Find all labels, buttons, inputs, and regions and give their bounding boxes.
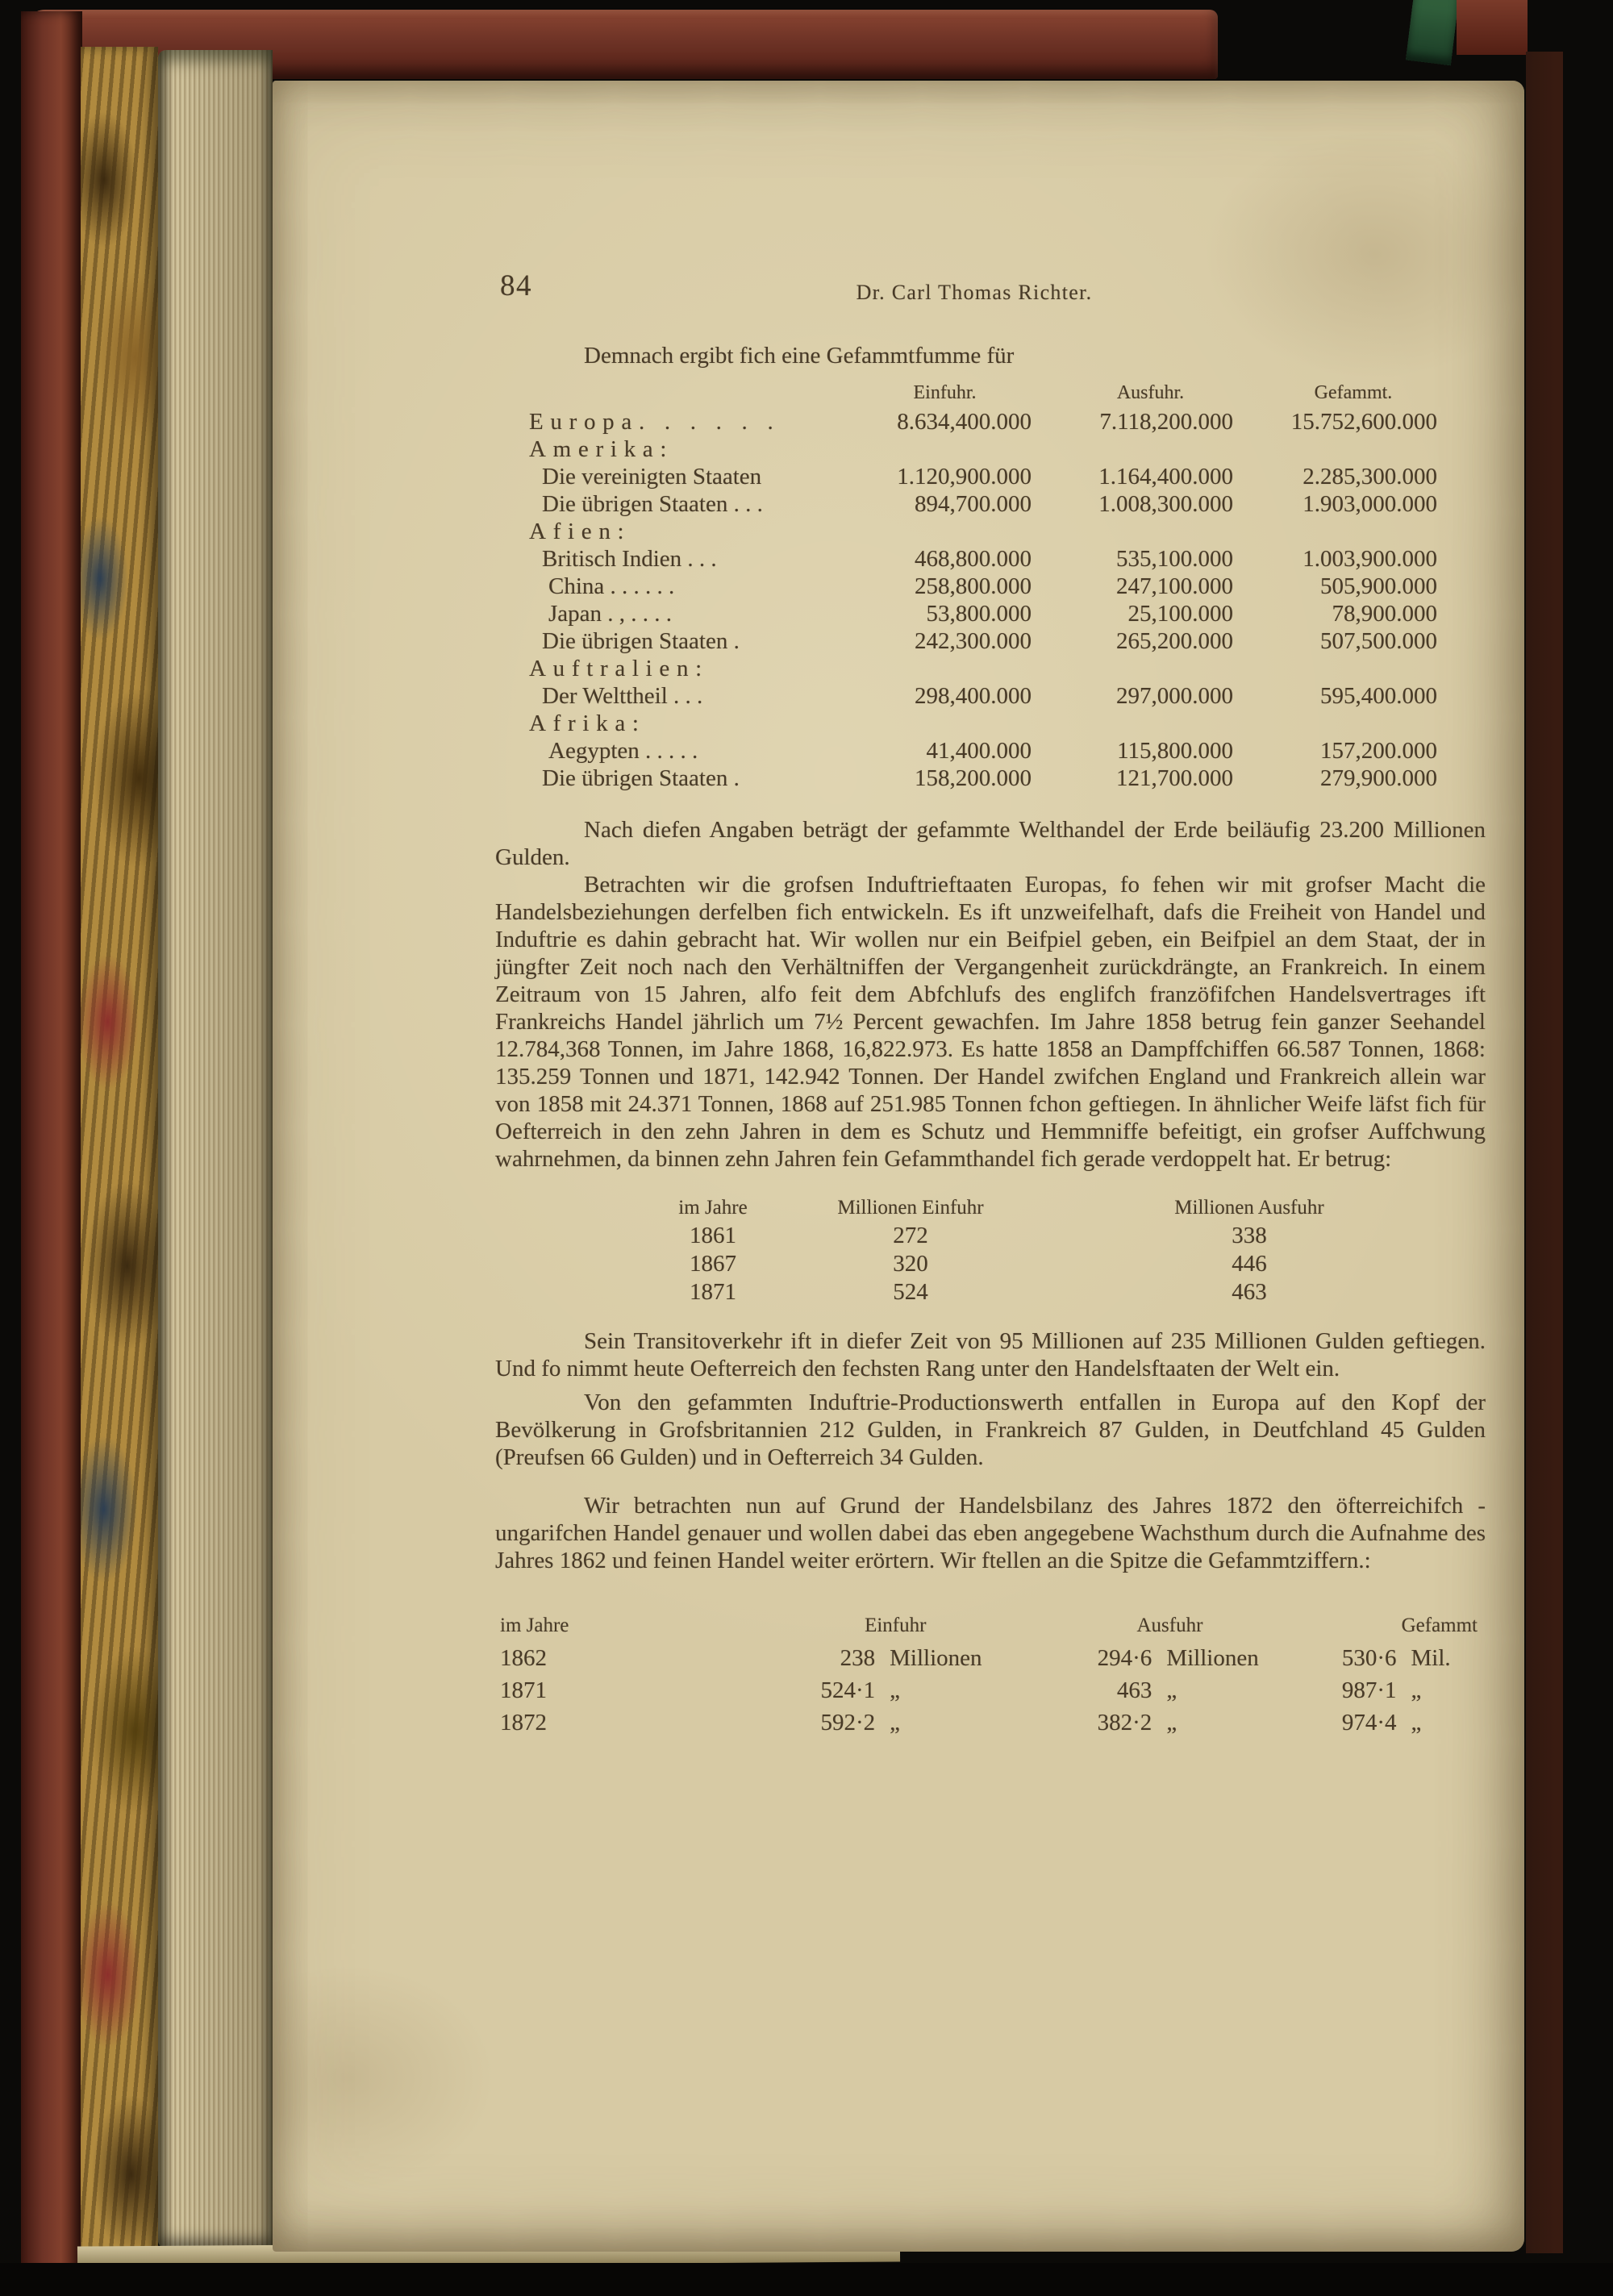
marbled-endpaper <box>81 47 158 2263</box>
trade-table-header <box>495 381 1486 405</box>
cell-ausfuhr: 338 <box>1232 1223 1267 1248</box>
col-header-mill-ausfuhr: Millionen Ausfuhr <box>1174 1197 1324 1219</box>
cell-ausfuhr: 1.008,300.000 <box>1098 491 1233 517</box>
cell-label: Der Welttheil . . . <box>542 683 703 709</box>
cell-ausfuhr: 463 <box>1232 1279 1267 1305</box>
cell-label: Aegypten . . . . . <box>548 738 698 764</box>
intro-line: Demnach ergibt fich eine Gefammtfumme für <box>584 343 1015 369</box>
cell-einfuhr: 158,200.000 <box>915 765 1032 791</box>
cell-label: Japan . , . . . . <box>548 601 673 627</box>
cell-einfuhr: 468,800.000 <box>915 546 1032 572</box>
cell-jahr: 1861 <box>690 1223 736 1248</box>
table-row <box>495 1674 1486 1706</box>
cell-gesammt: 974·4 „ <box>1341 1710 1422 1736</box>
book-cover-corner <box>1457 0 1528 55</box>
cell-ausfuhr: 1.164,400.000 <box>1098 464 1233 490</box>
cell-label: Afien: <box>529 519 631 544</box>
paragraph-1: Nach diefen Angaben beträgt der gefammte Welthandel der Erde beiläufig 23.200 Millionen Gulden. <box>495 817 1486 870</box>
cell-label: Die vereinigten Staaten <box>542 464 762 490</box>
table-row <box>495 1706 1486 1739</box>
col-header-gesammt: Gefammt <box>1401 1615 1478 1636</box>
cell-einfuhr: 524·1 „ <box>820 1677 900 1703</box>
running-header: Dr. Carl Thomas Richter. <box>856 281 1093 304</box>
book-cover-spine <box>21 11 82 2277</box>
growth-table <box>495 1194 1486 1306</box>
table-row <box>495 545 1486 573</box>
cell-einfuhr: 298,400.000 <box>915 683 1032 709</box>
cell-jahr: 1867 <box>690 1251 736 1277</box>
col-header-jahr: im Jahre <box>500 1615 569 1636</box>
cell-gesammt: 505,900.000 <box>1320 573 1437 599</box>
cell-ausfuhr: 294·6 Millionen <box>1097 1645 1259 1671</box>
col-header-mill-einfuhr: Millionen Einfuhr <box>837 1197 984 1219</box>
col-header-ausfuhr: Ausfuhr. <box>1116 382 1185 403</box>
cell-gesammt: 1.903,000.000 <box>1302 491 1437 517</box>
cell-einfuhr: 41,400.000 <box>926 738 1032 764</box>
cell-label: Die übrigen Staaten . <box>542 765 740 791</box>
cell-label: Die übrigen Staaten . <box>542 628 740 654</box>
table-row <box>495 710 1486 737</box>
book-page <box>273 81 1524 2252</box>
cell-gesammt: 78,900.000 <box>1332 601 1437 627</box>
table-row <box>495 435 1486 463</box>
table-row <box>495 655 1486 682</box>
cell-ausfuhr: 446 <box>1232 1251 1267 1277</box>
cell-ausfuhr: 7.118,200.000 <box>1099 409 1233 435</box>
cell-label: Afrika: <box>529 710 646 736</box>
cell-label: Amerika: <box>529 436 674 462</box>
cell-einfuhr: 258,800.000 <box>915 573 1032 599</box>
page-header <box>495 269 1486 315</box>
table-row <box>495 518 1486 545</box>
cell-gesammt: 2.285,300.000 <box>1302 464 1437 490</box>
table-row <box>495 1222 1486 1250</box>
cell-jahr: 1871 <box>500 1677 547 1703</box>
table-row <box>495 627 1486 655</box>
cell-ausfuhr: 297,000.000 <box>1116 683 1233 709</box>
cell-gesammt: 595,400.000 <box>1320 683 1437 709</box>
cell-ausfuhr: 121,700.000 <box>1116 765 1233 791</box>
cell-jahr: 1862 <box>500 1645 547 1671</box>
page-edge-stack <box>158 50 273 2248</box>
cell-label: Auftralien: <box>529 656 709 681</box>
paragraph-2: Betrachten wir die grofsen Induftrieftaaten Europas, fo fehen wir mit grofser Macht die Handelsbeziehungen derfelben fich entwickeln. Es ift unzweifelhaft, dafs die Freiheit von Handel und Induftrie es dahin gebracht hat. Wir wollen nur ein Beifpiel geben, ein Beifpiel an dem Staat, der in jüngfter Zeit noch nach den Verhältniffen der Vergangenheit zurückdrängte, an Frankreich. In einem Zeitraum von 15 Jahren, alfo feit dem Abfchlufs des englifch franzöfifchen Handelsvertrages ift Frankreichs Handel jährlich um 7½ Percent gewachfen. Im Jahre 1858 betrug fein ganzer Seehandel 12.784,368 Tonnen, im Jahre 1868, 16,822.973. Es hatte 1858 an Dampffchiffen 66.587 Tonnen, 1868: 135.259 Tonnen und 1871, 142.942 Tonnen. Der Handel zwifchen England und Frankreich allein war von 1858 mit 24.371 Tonnen, 1868 auf 251.985 Tonnen fchon geftiegen. In ähnlicher Weife läfst fich für Oefterreich in den zehn Jahren in dem es Schutz und Hemmniffe befeitigt, ein grofser Auffchwung wahrnehmen, da binnen zehn Jahren fein Gefammthandel fich gerade verdoppelt hat. Er betrug: <box>495 872 1486 1172</box>
cell-label: Europa. . . . . . <box>529 409 781 435</box>
cell-einfuhr: 1.120,900.000 <box>897 464 1032 490</box>
totals-table <box>495 1610 1486 1739</box>
col-header-einfuhr: Einfuhr. <box>913 382 977 403</box>
cell-ausfuhr: 25,100.000 <box>1127 601 1233 627</box>
table-shadow <box>0 2263 1613 2296</box>
cell-label: China . . . . . . <box>548 573 675 599</box>
col-header-jahr: im Jahre <box>678 1197 748 1219</box>
cell-einfuhr: 894,700.000 <box>915 491 1032 517</box>
cell-einfuhr: 8.634,400.000 <box>897 409 1032 435</box>
bookmark-ribbon <box>1406 0 1459 65</box>
table-row <box>495 1250 1486 1278</box>
cell-einfuhr: 272 <box>893 1223 928 1248</box>
book-right-edge <box>1526 52 1563 2253</box>
paragraph-3: Sein Transitoverkehr ift in diefer Zeit von 95 Millionen auf 235 Millionen Gulden geftiegen. Und fo nimmt heute Oefterreich den fechsten Rang unter den Handelsftaaten der Welt ein. <box>495 1328 1486 1381</box>
table-row <box>495 490 1486 518</box>
cell-ausfuhr: 463 „ <box>1116 1677 1177 1703</box>
cell-ausfuhr: 115,800.000 <box>1117 738 1233 764</box>
growth-table-header <box>495 1194 1486 1222</box>
totals-table-header <box>495 1610 1486 1642</box>
cell-einfuhr: 53,800.000 <box>926 601 1032 627</box>
col-header-gesammt: Gefammt. <box>1314 382 1393 403</box>
cell-ausfuhr: 247,100.000 <box>1116 573 1233 599</box>
cell-gesammt: 507,500.000 <box>1320 628 1437 654</box>
cell-jahr: 1871 <box>690 1279 736 1305</box>
table-row <box>495 765 1486 792</box>
table-row <box>495 1642 1486 1674</box>
table-row <box>495 408 1486 435</box>
cell-einfuhr: 242,300.000 <box>915 628 1032 654</box>
paragraph-4: Von den gefammten Induftrie-Productionswerth entfallen in Europa auf den Kopf der Bevölkerung in Grofsbritannien 212 Gulden, in Frankreich 87 Gulden, in Deutfchland 45 Gulden (Preufsen 66 Gulden) und in Oefterreich 34 Gulden. <box>495 1390 1486 1470</box>
cell-gesammt: 530·6 Mil. <box>1341 1645 1451 1671</box>
cell-gesammt: 157,200.000 <box>1320 738 1437 764</box>
paragraph-5: Wir betrachten nun auf Grund der Handelsbilanz des Jahres 1872 den öfterreichifch - ungarifchen Handel genauer und wollen dabei das eben angegebene Wachsthum durch die Aufnahme des Jahres 1862 und feinen Handel weiter erörtern. Wir ftellen an die Spitze die Gefammtziffern.: <box>495 1493 1486 1573</box>
page-text-block <box>495 269 1486 1739</box>
cell-einfuhr: 592·2 „ <box>820 1710 900 1736</box>
cell-gesammt: 987·1 „ <box>1341 1677 1422 1703</box>
cell-gesammt: 279,900.000 <box>1320 765 1437 791</box>
cell-ausfuhr: 535,100.000 <box>1116 546 1233 572</box>
cell-label: Die übrigen Staaten . . . <box>542 491 763 517</box>
cell-ausfuhr: 382·2 „ <box>1097 1710 1177 1736</box>
trade-table <box>495 381 1486 792</box>
cell-ausfuhr: 265,200.000 <box>1116 628 1233 654</box>
table-row <box>495 737 1486 765</box>
table-row <box>495 682 1486 710</box>
cell-einfuhr: 238 Millionen <box>840 1645 982 1671</box>
col-header-einfuhr: Einfuhr <box>865 1615 927 1636</box>
cell-label: Britisch Indien . . . <box>542 546 717 572</box>
table-row <box>495 1278 1486 1306</box>
cell-gesammt: 15.752,600.000 <box>1290 409 1437 435</box>
table-row <box>495 600 1486 627</box>
cell-einfuhr: 524 <box>893 1279 928 1305</box>
cell-einfuhr: 320 <box>893 1251 928 1277</box>
cell-jahr: 1872 <box>500 1710 547 1736</box>
table-row <box>495 573 1486 600</box>
table-row <box>495 463 1486 490</box>
page-number: 84 <box>500 269 532 302</box>
col-header-ausfuhr: Ausfuhr <box>1136 1615 1203 1636</box>
cell-gesammt: 1.003,900.000 <box>1302 546 1437 572</box>
